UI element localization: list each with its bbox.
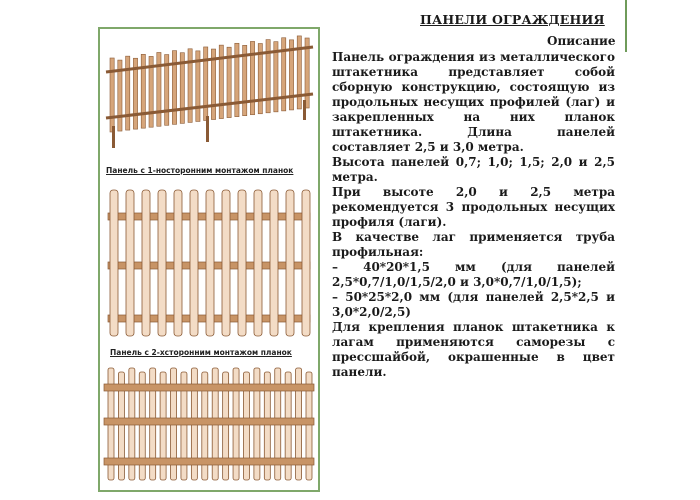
picket — [286, 190, 294, 336]
picket — [297, 36, 301, 109]
fence-panel-one-side — [108, 190, 310, 336]
post — [112, 126, 115, 148]
post — [303, 100, 306, 120]
paragraph-rails-recommendation: При высоте 2,0 и 2,5 метра рекомендуется 3 продольных несущих профиля (лаги). — [332, 185, 615, 229]
paragraph-intro: Панель ограждения из металлического штакетника представляет собой сборную конструкцию, состоящую из продольных несущих профилей (лаг) и закрепленных на них планок штакетника. Длина панелей составляет 2,5 и 3,0 метра. — [332, 50, 615, 154]
rail — [104, 384, 314, 391]
picket — [219, 45, 223, 118]
page-title: ПАНЕЛИ ОГРАЖДЕНИЯ — [420, 12, 605, 27]
paragraph-profile-intro: В качестве лаг применяется труба профильная: — [332, 230, 615, 259]
picket — [158, 190, 166, 336]
picket — [302, 190, 310, 336]
picket — [204, 47, 208, 121]
picket — [142, 190, 150, 336]
picket — [190, 190, 198, 336]
picket — [141, 54, 145, 128]
caption-one-side: Панель с 1-носторонним монтажом планок — [106, 166, 294, 175]
picket — [222, 190, 230, 336]
picket — [235, 43, 239, 116]
picket — [266, 40, 270, 113]
picket — [270, 190, 278, 336]
picket — [238, 190, 246, 336]
fence-panel-two-side — [104, 368, 314, 480]
fence-panel-perspective — [106, 36, 313, 148]
picket — [254, 190, 262, 336]
list-item-profile-50: – 50*25*2,0 мм (для панелей 2,5*2,5 и 3,0*2,0/2,5) — [332, 290, 615, 319]
picket — [282, 38, 286, 111]
picket — [110, 190, 118, 336]
picket — [172, 51, 176, 125]
picket — [250, 41, 254, 114]
paragraph-fastening: Для крепления планок штакетника к лагам применяются саморезы с прессшайбой, окрашенные в цвет панели. — [332, 320, 615, 379]
picket — [157, 52, 161, 126]
picket — [110, 58, 114, 132]
picket — [188, 49, 192, 123]
rail — [104, 458, 314, 465]
post — [206, 116, 209, 142]
description-text — [332, 50, 615, 380]
picket — [126, 190, 134, 336]
picket — [206, 190, 214, 336]
section-subtitle: Описание — [547, 34, 616, 48]
list-item-profile-40: – 40*20*1,5 мм (для панелей 2,5*0,7/1,0/1,5/2,0 и 3,0*0,7/1,0/1,5); — [332, 260, 615, 289]
paragraph-heights: Высота панелей 0,7; 1,0; 1,5; 2,0 и 2,5 метра. — [332, 155, 615, 184]
caption-two-side: Панель с 2-хсторонним монтажом планок — [110, 348, 292, 357]
picket — [174, 190, 182, 336]
picket — [126, 56, 130, 130]
rail — [104, 418, 314, 425]
